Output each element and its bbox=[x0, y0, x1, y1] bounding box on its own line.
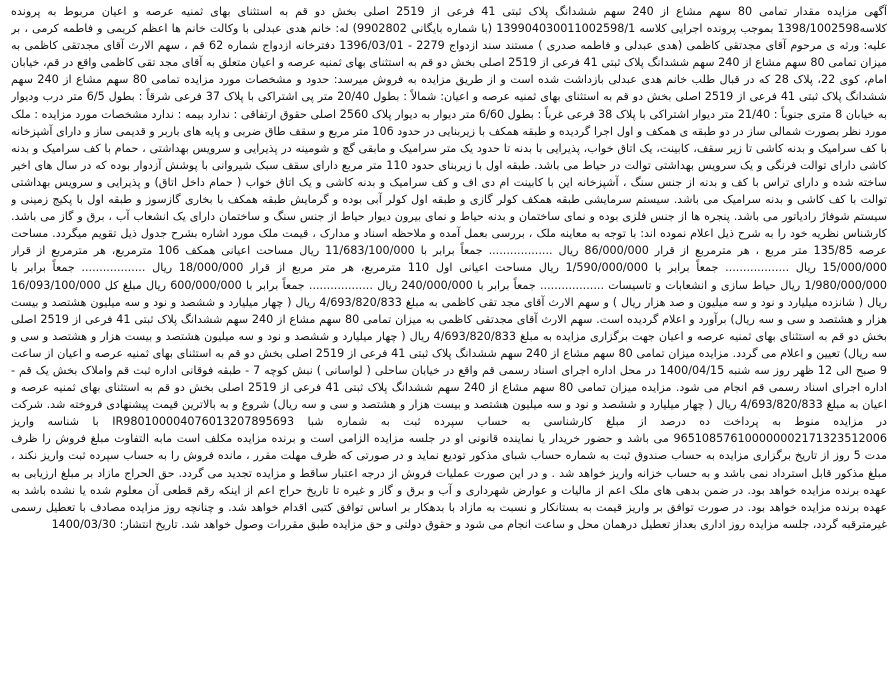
auction-notice bbox=[11, 3, 887, 687]
notice-body: آگهی مزایده مقدار تمامی 80 سهم مشاع از 240 سهم ششدانگ پلاک ثبتی 41 فرعی از 2519 اصلی بخش دو قم به استثنای بهای ثمنیه عرصه و اعیان مربوط به پرونده کلاسه1398/1002598 بموجب پرونده اجرایی کلاسه 139904030011002598/1 (با شماره بایگانی 9902802) له: خانم هدی عبدلی با وکالت خانم ها اعظم کریمی و فاطمه کرمی ، بر علیه: ورثه ی مرحوم آقای مجدتقی کاظمی (هدی عبدلی و فاطمه صدری ) مستند سند ازدواج 2279 - 1396/03/01 دفترخانه ازدواج شماره 62 قم ، سهم الارث آقای مجدتقی کاظمی به میزان تمامی 80 سهم مشاع از 240 سهم ششدانگ پلاک ثبتی 41 فرعی از 2519 اصلی بخش دو قم به استثنای بهای ثمنیه عرصه و اعیان متعلق به آقای مجد تقی کاظمی واقع در قم، خیابان امام، کوی 22، پلاک 28 که در قبال طلب خانم هدی عبدلی بازداشت شده است و از طریق مزایده به فروش میرسد: حدود و مشخصات مورد مزایده تمامی 80 سهم مشاع از 240 سهم ششدانگ پلاک ثبتی 41 فرعی از 2519 اصلی بخش دو قم به استثنای بهای ثمنیه عرصه و اعیان: شمالاً : بطول 20/40 متر پی اشتراکی با پلاک 37 فرعی شرقاً : بطول 6/5 متر درب وديوار به خيابان 8 متری جنوباً : 21/40 متر دیوار اشتراکی با پلاک 38 فرعی غرباً : بطول 6/60 متر دیوار به دیوار پلاک 2560 اصلی حقوق ارتفاقی : ندارد بیمه : ندارد مشخصات مورد مزایده : ملک مورد نظر بصورت شمالی ساز در دو طبقه ی همکف و اول اجرا گردیده و طبقه همکف با زیربنایی در حدود 106 متر مربع و سقف طاق ضربی و پایه های باربر و قدیمی ساز و دارای آشپزخانه با کف سرامیک و بدنه کاشی تا زیر سقف، کابینت، یک اتاق خواب، پذیرایی با بدنه تا حدود یک متر سرامیک و مابقی گچ و شومینه در پذیرایی و سرویس بهداشتی ، حمام با کف سرامیک و بدنه کاشی دارای توالت فرنگی و یک سرویس بهداشتی توالت در حیاط می باشد. طبقه اول با زیربنای حدود 110 متر مربع دارای سقف سبک شیروانی با پوشش آزدوار بوده که در سال های اخیر ساخته شده و دارای تراس با کف و بدنه از جنس سنگ ، آشپزخانه این با کابینت ام دی اف و کف سرامیک و بدنه کاشی و یک اتاق خواب ( حمام داخل اتاق) و پذیرایی و سرویس بهداشتی توالت با کف کاشی و بدنه سرامیک می باشد. سیستم سرمایشی طبقه همکف کولر گازی و طبقه اول کولر آبی بوده و گرمایش طبقه همکف با بخاری گازسوز و طبقه اول با پکیج زمینی و سیستم شوفاژ رادیاتور می باشد. پنجره ها از جنس فلزی بوده و نمای ساختمان و بدنه حیاط و نمای بیرون دیوار حیاط از جنس سنگ و ساختمان دارای یک انشعاب آب ، برق و گاز می باشد. کارشناس نظریه خود را به شرح ذیل اعلام نموده اند: با توجه به معاینه ملک ، بررسی بعمل آمده و ملاحظه اسناد و مدارک ، قیمت ملک مورد اشاره بشرح جدول ذیل تقویم میگردد. مساحت عرصه 135/85 متر مربع ، هر مترمربع از قرار 86/000/000 ریال .................. جمعاً برابر با 11/683/100/000 ریال مساحت اعیانی همکف 106 مترمربع، هر مترمربع از قرار 15/000/000 ریال .................. جمعاً برابر با 1/590/000/000 ریال مساحت اعیانی اول 110 مترمربع، هر متر مربع از قرار 18/000/000 ریال .................. جمعاً برابر با 1/980/000/000 ریال حیاط سازی و انشعابات و تاسیسات .................. جمعاً برابر با 240/000/000 ریال .................. جمعاً برابر با 600/000/000 ریال مبلغ کل 16/093/100/000 ریال ( شانزده میلیارد و نود و سه میلیون و صد هزار ریال ) و سهم الارث آقای مجد تقی کاظمی به مبلغ 4/693/820/833 ریال ( چهار میلیارد و ششصد و نود و سه میلیون هشتصد و بیست هزار و هشتصد و سی و سه ریال) برآورد و اعلام گردیده است. سهم الارث آقای مجدتقی کاظمی به میزان تمامی 80 سهم مشاع از 240 سهم ششدانگ پلاک ثبتی 41 فرعی از 2519 اصلی بخش دو قم به استثنای بهای ثمنیه عرصه و اعیان جهت برگزاری مزایده به مبلغ 4/693/820/833 ریال ( چهار میلیارد و ششصد و نود و سه میلیون هشتصد و بیست هزار و هشتصد و سی و سه ریال) تعیین و اعلام می گردد. مزایده میزان تمامی 80 سهم مشاع از 240 سهم ششدانگ پلاک ثبتی 41 فرعی از 2519 اصلی بخش دو قم به استثنای بهای ثمنیه عرصه و اعیان از ساعت 9 صبح الی 12 ظهر روز سه شنبه 1400/04/15 در محل اداره اجرای اسناد رسمی قم واقع در خیابان ساحلی ( لواسانی ) نبش کوچه 7 - طبقه فوقانی اداره ثبت قم واملاک بخش یک قم - اداره اجرای اسناد رسمی قم انجام می شود. مزایده میزان تمامی 80 سهم مشاع از 240 سهم ششدانگ پلاک ثبتی 41 فرعی از 2519 اصلی بخش دو قم به استثنای بهای ثمنیه عرصه و اعیان به مبلغ 4/693/820/833 ریال ( چهار میلیارد و ششصد و نود و سه میلیون هشتصد و بیست هزار و هشتصد و سی و سه ریال) شروع و به بالاترین قیمت پیشنهادی فروخته شد. شرکت در مزایده منوط به پرداخت ده درصد از مبلغ کارشناسی به حساب سپرده ثبت به شماره شبا IR980100004076013207895693 با شناسه واریز 965108576100000002171323512006 می باشد و حضور خریدار یا نماینده قانونی او در جلسه مزایده الزامی است و برنده مزایده مکلف است مابه التفاوت مبلغ فروش را ظرف مدت 5 روز از تاریخ برگزاری مزایده به حساب صندوق ثبت به شماره حساب شبای مذکور تودیع نماید و در صورتی که ظرف مهلت مقرر ، مانده فروش را به حساب سپرده ثبت واریز نکند ، مبلغ مذکور قابل استرداد نمی باشد و به حساب خزانه واریز خواهد شد . و در این صورت عملیات فروش از درجه اعتبار ساقط و مزایده تجدید می گردد. حق الحراج مازاد بر مبلغ ارزیابی به عهده برنده مزایده خواهد بود. در ضمن بدهی های ملک اعم از مالیات و عوارض شهرداری و آب و برق و گاز و غیره تا تاریخ حراج اعم از اینکه رقم قطعی آن معلوم شده یا نشده باشد به عهده برنده مزایده خواهد بود. در صورت توافق بر واریز قیمت به بستانکار و نسبت به مازاد با بدهکار بر اساس توافق کتبی اقدام خواهد شد. و چنانچه روز مزایده مصادف با تعطیل رسمی غیرمترقبه گردد، جلسه مزایده روز اداری بعداز تعطیل درهمان محل و ساعت انجام می شود و حقوق دولتی و حق مزایده طبق مقررات وصول خواهد شد. تاریخ انتشار: 1400/03/30 bbox=[11, 5, 887, 531]
